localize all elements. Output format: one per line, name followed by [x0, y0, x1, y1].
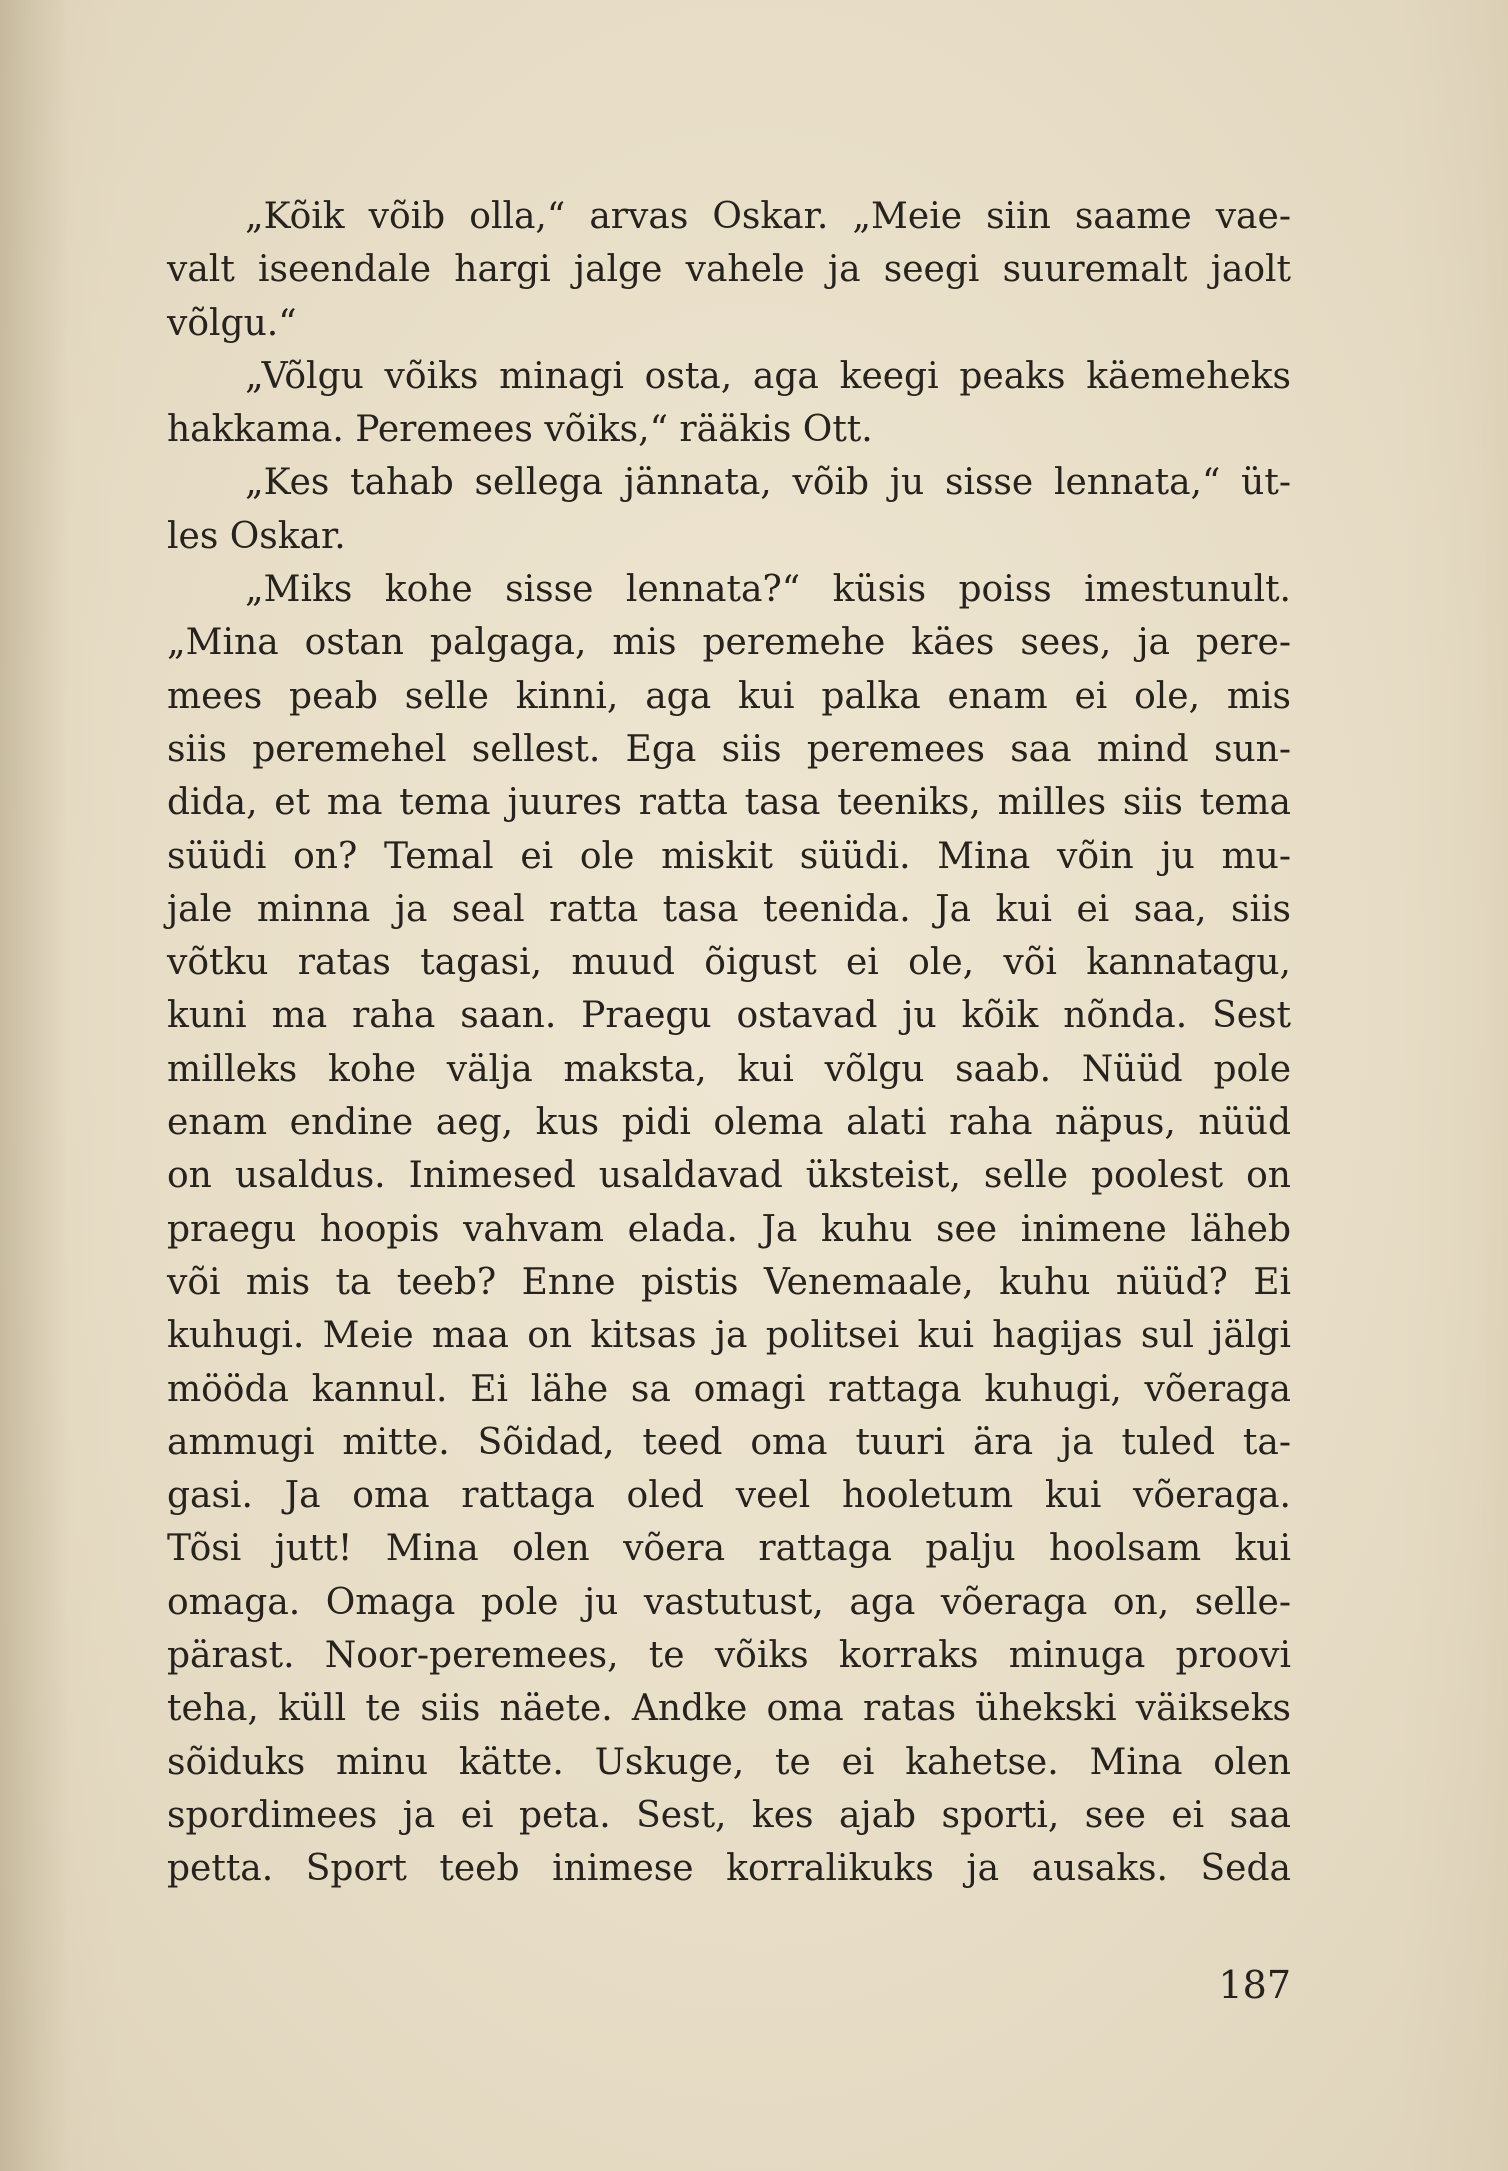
text-line: les Oskar. [167, 515, 346, 557]
text-line: Tõsi jutt! Mina olen võera rattaga palju hoolsam kui [167, 1528, 1291, 1570]
text-line: „Võlgu võiks minagi osta, aga keegi peaks käemeheks [245, 355, 1291, 397]
text-line: süüdi on? Temal ei ole miskit süüdi. Mina võin ju mu- [167, 835, 1291, 877]
text-line: sõiduks minu kätte. Uskuge, te ei kahetse. Mina olen [167, 1741, 1291, 1783]
text-line: spordimees ja ei peta. Sest, kes ajab sporti, see ei saa [167, 1794, 1291, 1836]
text-line: hakkama. Peremees võiks,“ rääkis Ott. [167, 409, 873, 451]
text-line: „Mina ostan palgaga, mis peremehe käes sees, ja pere- [167, 622, 1291, 664]
page-spine-shadow [0, 0, 70, 2171]
body-text [167, 190, 1291, 1896]
text-line: „Miks kohe sisse lennata?“ küsis poiss imestunult. [245, 569, 1291, 611]
text-line: milleks kohe välja maksta, kui võlgu saab. Nüüd pole [167, 1048, 1291, 1090]
page-number: 187 [1218, 1963, 1291, 2007]
text-line: mööda kannul. Ei lähe sa omagi rattaga kuhugi, võeraga [167, 1368, 1291, 1410]
text-line: enam endine aeg, kus pidi olema alati raha näpus, nüüd [167, 1102, 1291, 1144]
text-line: jale minna ja seal ratta tasa teenida. Ja kui ei saa, siis [167, 888, 1291, 930]
text-line: valt iseendale hargi jalge vahele ja seegi suuremalt jaolt [167, 249, 1291, 291]
text-line: või mis ta teeb? Enne pistis Venemaale, kuhu nüüd? Ei [167, 1261, 1291, 1303]
text-line: võtku ratas tagasi, muud õigust ei ole, või kannatagu, [167, 942, 1291, 984]
text-line: kuhugi. Meie maa on kitsas ja politsei kui hagijas sul jälgi [167, 1315, 1291, 1357]
text-line: dida, et ma tema juures ratta tasa teeniks, milles siis tema [167, 782, 1291, 824]
text-line: võlgu.“ [167, 302, 297, 344]
text-line: „Kes tahab sellega jännata, võib ju sisse lennata,“ üt- [245, 462, 1291, 504]
text-line: pärast. Noor-peremees, te võiks korraks minuga proovi [167, 1635, 1291, 1677]
text-line: kuni ma raha saan. Praegu ostavad ju kõik nõnda. Sest [167, 995, 1291, 1037]
text-line: teha, küll te siis näete. Andke oma ratas ühekski väikseks [167, 1688, 1291, 1730]
text-line: ammugi mitte. Sõidad, teed oma tuuri ära ja tuled ta- [167, 1421, 1291, 1463]
text-line: on usaldus. Inimesed usaldavad üksteist, selle poolest on [167, 1155, 1291, 1197]
text-line: petta. Sport teeb inimese korralikuks ja ausaks. Seda [167, 1848, 1291, 1890]
text-line: mees peab selle kinni, aga kui palka enam ei ole, mis [167, 675, 1291, 717]
text-line: praegu hoopis vahvam elada. Ja kuhu see inimene läheb [167, 1208, 1291, 1250]
text-line: gasi. Ja oma rattaga oled veel hooletum kui võeraga. [167, 1475, 1291, 1517]
text-line: „Kõik võib olla,“ arvas Oskar. „Meie siin saame vae- [245, 196, 1291, 237]
text-line: omaga. Omaga pole ju vastutust, aga võeraga on, selle- [167, 1581, 1291, 1623]
text-line: siis peremehel sellest. Ega siis peremees saa mind sun- [167, 728, 1291, 770]
